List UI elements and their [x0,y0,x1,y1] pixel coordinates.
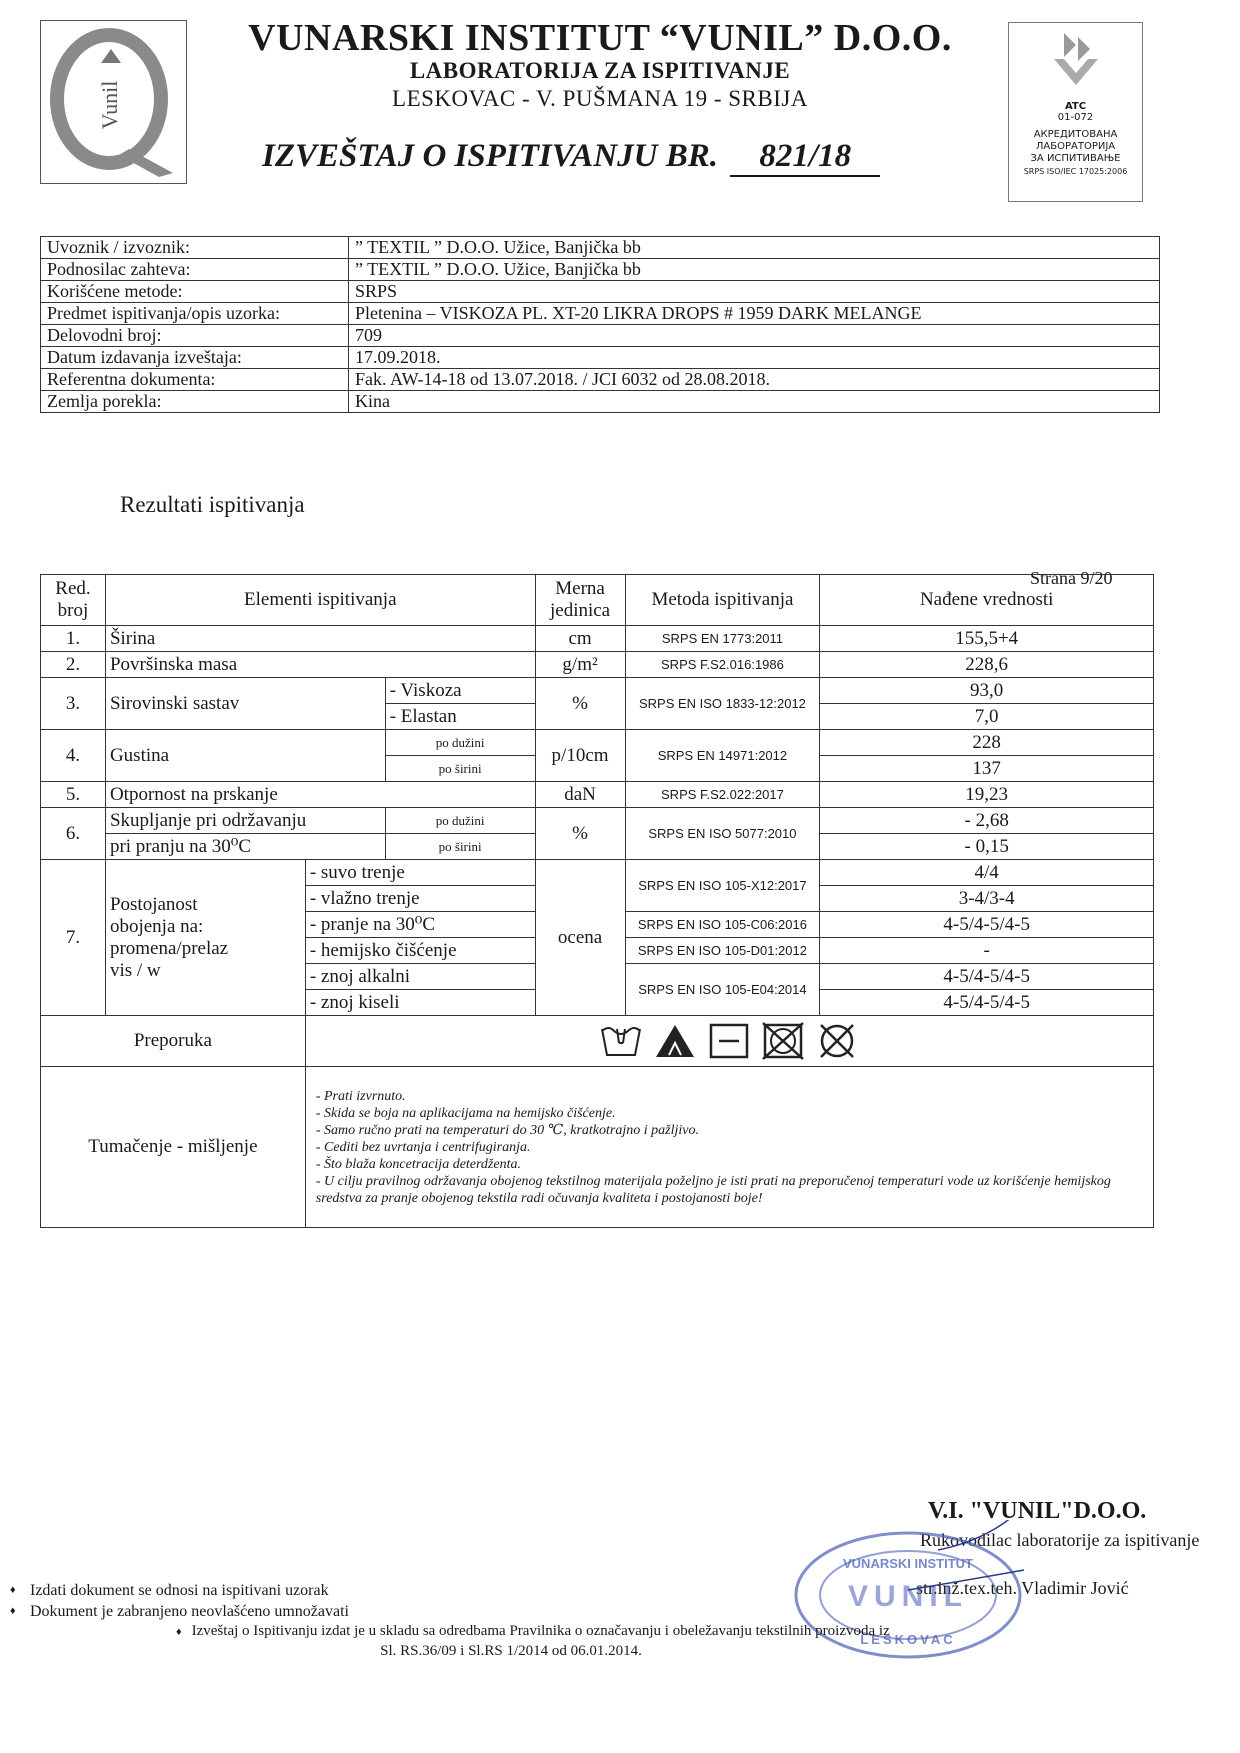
info-row [41,347,1160,369]
info-label: Delovodni broj: [41,325,349,347]
row7-line1: Postojanost [109,893,198,915]
row-value: 19,23 [820,782,1154,808]
table-row [41,860,1154,886]
lab-name: LABORATORIJA ZA ISPITIVANJE [409,58,791,83]
row-value: 4-5/4-5/4-5 [820,990,1154,1016]
institute-logo [40,20,187,184]
row-no: 7. [41,860,106,1016]
header-method: Metoda ispitivanja [625,575,820,626]
info-row [41,391,1160,413]
row-method: SRPS EN 1773:2011 [625,626,820,652]
row-method: SRPS EN ISO 105-E04:2014 [625,964,820,1016]
row-unit: % [535,678,625,730]
row-name: Sirovinski sastav [105,678,385,730]
note-line: - U cilju pravilnog održavanja obojenog tekstilnog materijala poželjno je isti prati na preporučenoj temperaturi vode uz korišćenje hemijskog sredstva za pranje obojenog tekstila radi očuvanja kvaliteta i postojanosti boje! [315,1173,1111,1206]
row-sub: po dužini [385,808,535,834]
interpretation-notes [305,1067,1153,1228]
note-line: - Skida se boja na aplikacijama na hemijsko čišćenje. [315,1105,616,1121]
recommendation-row [41,1016,1154,1067]
institute-name: VUNARSKI INSTITUT “VUNIL” D.O.O. [248,17,952,59]
atc-line2: ЛАБОРАТОРИЈА [1035,141,1116,152]
row-name: Gustina [105,730,385,782]
info-row [41,259,1160,281]
info-label: Korišćene metode: [41,281,349,303]
table-row [41,782,1154,808]
footer-note: ♦ Dokument je zabranjeno neovlašćeno umnožavati [10,1601,349,1622]
legal-line1: Izveštaj o Ispitivanju izdat je u skladu sa odredbama Pravilnika o označavanju i obeležavanju tekstilnih proizvoda iz [191,1623,890,1639]
row-sub: po dužini [385,730,535,756]
note-line: - Prati izvrnuto. [315,1088,406,1104]
address: LESKOVAC - V. PUŠMANA 19 - SRBIJA [392,86,808,111]
row-value: 4/4 [820,860,1154,886]
signatory-name: str.inž.tex.teh. Vladimir Jović [916,1578,1129,1598]
header-elements: Elementi ispitivanja [105,575,535,626]
header-row [41,575,1154,626]
row-sub: - Viskoza [385,678,535,704]
row-method: SRPS EN ISO 105-X12:2017 [625,860,820,912]
note-line: - Što blaža koncetracija deterdženta. [315,1156,521,1172]
table-row [41,730,1154,756]
row-name: Širina [105,626,535,652]
legal-line2: Sl. RS.36/09 i Sl.RS 1/2014 od 06.01.2014. [380,1643,642,1659]
bleach-triangle-icon [653,1021,697,1061]
no-dry-clean-icon [815,1021,859,1061]
row-sub: - vlažno trenje [305,886,535,912]
row-value: 4-5/4-5/4-5 [820,912,1154,938]
dry-flat-icon [707,1021,751,1061]
row-name [105,860,305,1016]
row-unit: ocena [535,860,625,1016]
row-value: 4-5/4-5/4-5 [820,964,1154,990]
row7-line3: promena/prelaz [109,937,229,959]
row-sub: - znoj alkalni [305,964,535,990]
row-no: 4. [41,730,106,782]
row-sub: - pranje na 30⁰C [305,912,535,938]
row-value: 3-4/3-4 [820,886,1154,912]
info-value: Pletenina – VISKOZA PL. XT-20 LIKRA DROPS # 1959 DARK MELANGE [349,303,1160,325]
legal-note: ♦ Izveštaj o Ispitivanju izdat je u skladu sa odredbama Pravilnika o označavanju i obeležavanju tekstilnih proizvoda iz Sl. RS.36/09 i Sl.RS 1/2014 od 06.01.2014. [176,1622,1006,1661]
no-tumble-dry-icon [761,1021,805,1061]
interpretation-row [41,1067,1154,1228]
row-name: Skupljanje pri održavanju [105,808,385,834]
info-row [41,303,1160,325]
atc-number: 01-072 [1057,112,1094,123]
table-row [41,678,1154,704]
info-value: SRPS [349,281,1160,303]
row-value: 228,6 [820,652,1154,678]
row-unit: cm [535,626,625,652]
atc-code: ATC [1064,101,1087,112]
accreditation-badge [1008,22,1143,202]
info-label: Datum izdavanja izveštaja: [41,347,349,369]
note-line: - Cediti bez uvrtanja i centrifugiranja. [315,1139,531,1155]
row-name: Površinska masa [105,652,535,678]
care-symbols [310,1021,1149,1061]
row7-line4: vis / w [109,959,161,981]
row-method: SRPS EN 14971:2012 [625,730,820,782]
stamp-top-text: VUNARSKI INSTITUT [843,1556,973,1571]
row-sub: po širini [385,834,535,860]
table-row [41,626,1154,652]
table-row [41,808,1154,834]
wash-30-icon [599,1021,643,1061]
header-no: Red. broj [41,575,106,626]
row-no: 6. [41,808,106,860]
signature-company: V.I. "VUNIL"D.O.O. [928,1498,1147,1524]
report-number: 821/18 [730,138,880,177]
info-label: Predmet ispitivanja/opis uzorka: [41,303,349,325]
info-value: Kina [349,391,1160,413]
row-method: SRPS F.S2.016:1986 [625,652,820,678]
footer-notes [10,1580,349,1622]
stamp-center-text: VUNIL [848,1580,968,1613]
stamp-bottom-text: LESKOVAC [860,1632,956,1647]
header-unit: Merna jedinica [535,575,625,626]
report-title [262,138,880,177]
info-label: Referentna dokumenta: [41,369,349,391]
row-no: 3. [41,678,106,730]
row-sub: - znoj kiseli [305,990,535,1016]
row-value: 93,0 [820,678,1154,704]
info-value: ” TEXTIL ” D.O.O. Užice, Banjička bb [349,259,1160,281]
signature-role: Rukovodilac laboratorije za ispitivanje [920,1530,1200,1550]
row-method: SRPS EN ISO 105-D01:2012 [625,938,820,964]
row-method: SRPS F.S2.022:2017 [625,782,820,808]
info-value: Fak. AW-14-18 od 13.07.2018. / JCI 6032 od 28.08.2018. [349,369,1160,391]
recommendation-label: Preporuka [41,1016,306,1067]
results-table [40,574,1154,1228]
row-sub: - suvo trenje [305,860,535,886]
row-sub: po širini [385,756,535,782]
care-symbols-cell [305,1016,1153,1067]
info-row [41,281,1160,303]
table-row [41,652,1154,678]
info-row [41,237,1160,259]
info-row [41,325,1160,347]
info-label: Uvoznik / izvoznik: [41,237,349,259]
logo-text: Vunil [97,80,122,130]
info-label: Podnosilac zahteva: [41,259,349,281]
row-value: 137 [820,756,1154,782]
header-value: Nađene vrednosti [820,575,1154,626]
row-no: 5. [41,782,106,808]
atc-line3: ЗА ИСПИТИВАЊЕ [1030,153,1121,164]
interpretation-label: Tumačenje - mišljenje [41,1067,306,1228]
row7-line2: obojenja na: [109,915,204,937]
row-unit: p/10cm [535,730,625,782]
row-value: 7,0 [820,704,1154,730]
row-method: SRPS EN ISO 5077:2010 [625,808,820,860]
row-value: 228 [820,730,1154,756]
row-unit: daN [535,782,625,808]
note-line: - Samo ručno prati na temperaturi do 30 ℃, kratkotrajno i pažljivo. [315,1122,699,1138]
info-value: 709 [349,325,1160,347]
row-unit: g/m² [535,652,625,678]
row-name: Otpornost na prskanje [105,782,535,808]
atc-line1: АКРЕДИТОВАНА [1033,129,1118,140]
row-value: - 0,15 [820,834,1154,860]
results-title: Rezultati ispitivanja [120,492,305,517]
row-sub: - Elastan [385,704,535,730]
vunil-q-logo [41,21,186,183]
info-value: 17.09.2018. [349,347,1160,369]
row-method: SRPS EN ISO 105-C06:2016 [625,912,820,938]
row-name: pri pranju na 30⁰C [105,834,385,860]
atc-standard: SRPS ISO/IEC 17025:2006 [1023,167,1128,176]
accreditation-icon [1046,29,1106,95]
row-value: - 2,68 [820,808,1154,834]
row-no: 2. [41,652,106,678]
row-value: 155,5+4 [820,626,1154,652]
row-sub: - hemijsko čišćenje [305,938,535,964]
row-unit: % [535,808,625,860]
report-label: IZVEŠTAJ O ISPITIVANJU BR. [262,138,719,174]
row-no: 1. [41,626,106,652]
row-method: SRPS EN ISO 1833-12:2012 [625,678,820,730]
info-row [41,369,1160,391]
info-table [40,236,1160,413]
info-value: ” TEXTIL ” D.O.O. Užice, Banjička bb [349,237,1160,259]
row-value: - [820,938,1154,964]
footer-note: ♦ Izdati dokument se odnosi na ispitivani uzorak [10,1580,349,1601]
info-label: Zemlja porekla: [41,391,349,413]
page-number: Strana 9/20 [1030,568,1113,588]
